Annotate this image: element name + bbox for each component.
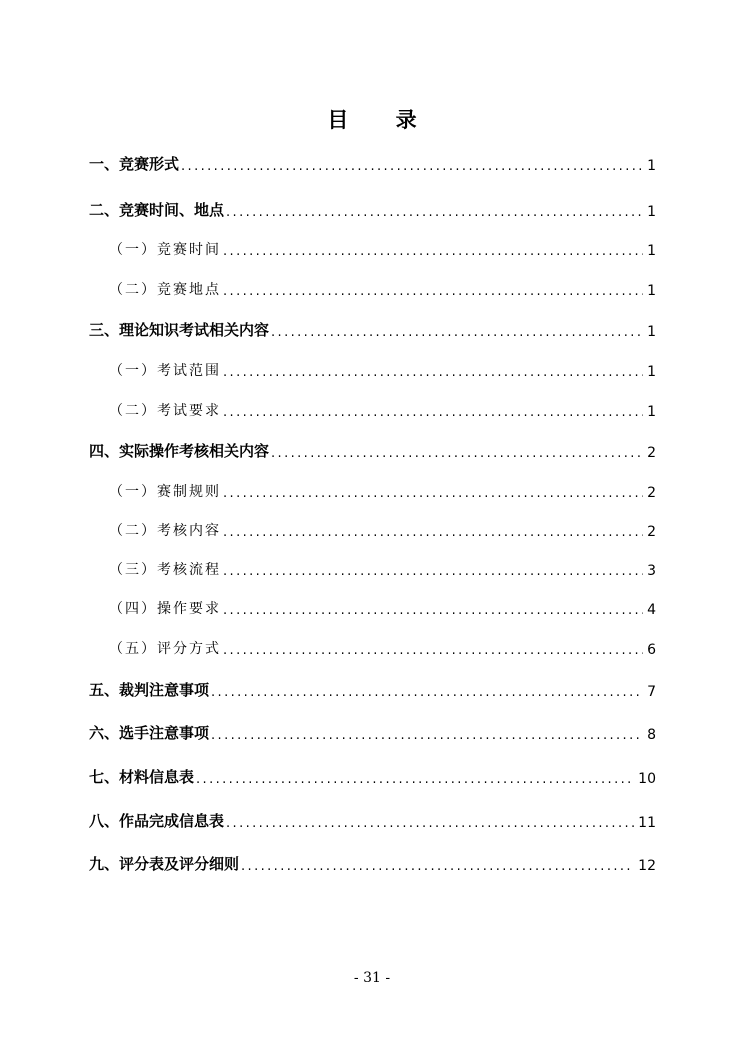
toc-entry-page: 1: [647, 204, 656, 220]
toc-leader-dots: [223, 365, 643, 380]
toc-entry-page: 1: [647, 158, 656, 174]
toc-leader-dots: [223, 244, 643, 259]
toc-entry-page: 3: [647, 563, 656, 579]
toc-entry-page: 8: [647, 727, 656, 743]
toc-entry[interactable]: [89, 152, 656, 174]
toc-entry[interactable]: [109, 479, 656, 501]
toc-entry-label: 五、裁判注意事项: [89, 681, 210, 699]
toc-entry-page: 2: [647, 524, 656, 540]
toc-entry-page: 1: [647, 324, 656, 340]
toc-leader-dots: [223, 486, 643, 501]
toc-leader-dots: [241, 859, 634, 874]
toc-entry[interactable]: [89, 318, 656, 340]
toc-entry-page: 12: [638, 858, 656, 874]
toc-entry-page: 1: [647, 283, 656, 299]
toc-entry[interactable]: [109, 636, 656, 658]
toc-entry-label: （一）赛制规则: [109, 484, 221, 500]
toc-entry-page: 2: [647, 445, 656, 461]
toc-entry-page: 1: [647, 364, 656, 380]
toc-entry-label: （五）评分方式: [109, 641, 221, 657]
toc-entry[interactable]: [109, 596, 656, 618]
toc-entry-label: 九、评分表及评分细则: [89, 855, 240, 873]
toc-entry[interactable]: [89, 721, 656, 743]
toc-entry-label: 三、理论知识考试相关内容: [89, 321, 270, 339]
toc-entry-label: （二）考试要求: [109, 403, 221, 419]
toc-entry-page: 6: [647, 642, 656, 658]
page-title: 目 录: [327, 108, 437, 132]
toc-entry-page: 1: [647, 404, 656, 420]
toc-leader-dots: [223, 284, 643, 299]
toc-entry-label: （二）考核内容: [109, 523, 221, 539]
toc-entry-label: （三）考核流程: [109, 562, 221, 578]
toc-entry[interactable]: [89, 809, 656, 831]
toc-leader-dots: [196, 772, 634, 787]
toc-entry-page: 7: [647, 684, 656, 700]
toc-leader-dots: [181, 159, 643, 174]
toc-leader-dots: [226, 816, 634, 831]
toc-leader-dots: [226, 205, 643, 220]
toc-leader-dots: [223, 603, 643, 618]
toc-leader-dots: [211, 728, 643, 743]
toc-entry-label: （二）竞赛地点: [109, 282, 221, 298]
toc-entry-page: 11: [638, 815, 656, 831]
toc-entry-label: （一）竞赛时间: [109, 242, 221, 258]
toc-entry-label: 七、材料信息表: [89, 768, 195, 786]
toc-entry-label: 四、实际操作考核相关内容: [89, 442, 270, 460]
toc-entry[interactable]: [109, 557, 656, 579]
toc-leader-dots: [271, 446, 643, 461]
toc-entry-label: （一）考试范围: [109, 363, 221, 379]
toc-entry[interactable]: [109, 277, 656, 299]
toc-entry[interactable]: [109, 518, 656, 540]
toc-entry[interactable]: [89, 198, 656, 220]
toc-leader-dots: [223, 525, 643, 540]
toc-leader-dots: [223, 564, 643, 579]
toc-entry-label: 八、作品完成信息表: [89, 812, 225, 830]
page-number: - 31 -: [353, 970, 391, 986]
toc-entry-page: 1: [647, 243, 656, 259]
toc-entry[interactable]: [89, 765, 656, 787]
toc-entry[interactable]: [109, 237, 656, 259]
toc-entry[interactable]: [109, 358, 656, 380]
toc-entry-page: 10: [638, 771, 656, 787]
toc-entry[interactable]: [109, 398, 656, 420]
toc-entry-label: （四）操作要求: [109, 601, 221, 617]
toc-leader-dots: [211, 685, 643, 700]
toc-entry-label: 一、竞赛形式: [89, 155, 180, 173]
toc-entry-page: 2: [647, 485, 656, 501]
toc-entry[interactable]: [89, 439, 656, 461]
toc-entry[interactable]: [89, 678, 656, 700]
toc-entry-page: 4: [647, 602, 656, 618]
toc-entry[interactable]: [89, 852, 656, 874]
toc-entry-label: 六、选手注意事项: [89, 724, 210, 742]
toc-leader-dots: [223, 643, 643, 658]
toc-entry-label: 二、竞赛时间、地点: [89, 201, 225, 219]
toc-leader-dots: [271, 325, 643, 340]
toc-leader-dots: [223, 405, 643, 420]
